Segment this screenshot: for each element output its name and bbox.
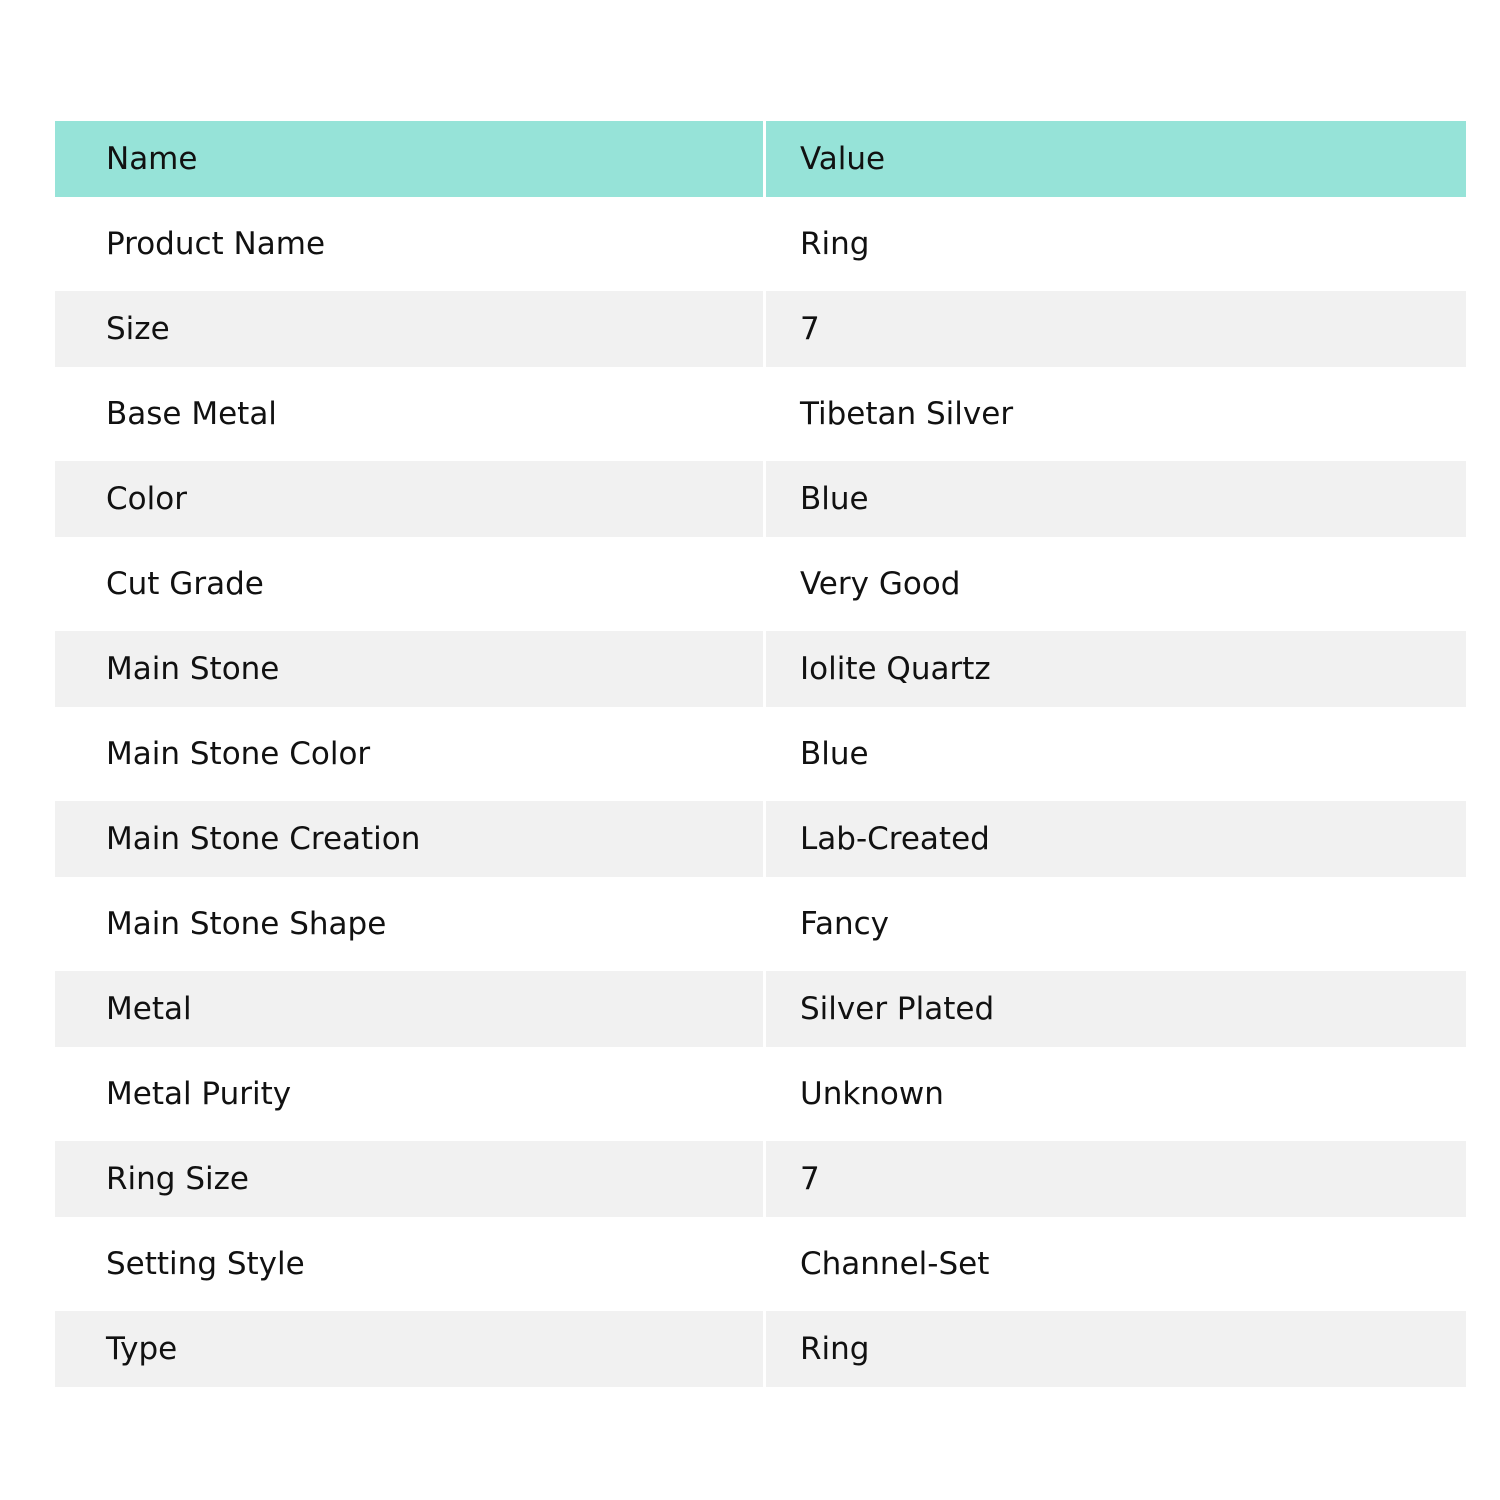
table-row [55, 707, 1466, 801]
table-row [55, 1311, 1466, 1387]
row-name-cell: Main Stone [55, 631, 766, 707]
row-name-cell: Cut Grade [55, 537, 766, 631]
row-name-cell: Main Stone Shape [55, 877, 766, 971]
row-name-cell: Base Metal [55, 367, 766, 461]
row-name-cell: Size [55, 291, 766, 367]
row-value-cell: Tibetan Silver [800, 396, 1014, 432]
table-row [55, 1047, 1466, 1141]
table-row [55, 631, 1466, 707]
row-value-cell: 7 [766, 1141, 1466, 1217]
row-name-cell: Metal Purity [55, 1047, 766, 1141]
row-value-cell: Fancy [800, 906, 890, 942]
row-value-cell: Blue [800, 736, 869, 772]
row-name-cell: Ring Size [55, 1141, 766, 1217]
row-value-cell: Blue [766, 461, 1466, 537]
row-name-cell: Main Stone Color [55, 707, 766, 801]
row-value-cell: 7 [766, 291, 1466, 367]
table-row [55, 197, 1466, 291]
row-name-cell: Color [55, 461, 766, 537]
table-row [55, 971, 1466, 1047]
row-value-cell: Silver Plated [766, 971, 1466, 1047]
table-row [55, 291, 1466, 367]
row-name-cell: Main Stone Creation [55, 801, 766, 877]
row-value-cell: Channel-Set [800, 1246, 990, 1282]
column-header-name: Name [55, 121, 766, 197]
row-name-cell: Setting Style [55, 1217, 766, 1311]
row-value-cell: Lab-Created [766, 801, 1466, 877]
table-row [55, 537, 1466, 631]
row-value-cell: Very Good [800, 566, 961, 602]
row-name-cell: Product Name [55, 197, 766, 291]
row-value-cell: Ring [800, 226, 870, 262]
product-spec-table [55, 121, 1466, 1387]
table-row [55, 801, 1466, 877]
row-name-cell: Type [55, 1311, 766, 1387]
table-row [55, 877, 1466, 971]
row-value-cell: Iolite Quartz [766, 631, 1466, 707]
row-value-cell: Unknown [800, 1076, 944, 1112]
table-header-row [55, 121, 1466, 197]
table-row [55, 1217, 1466, 1311]
row-value-cell: Ring [766, 1311, 1466, 1387]
column-header-value: Value [766, 121, 1466, 197]
table-row [55, 367, 1466, 461]
table-row [55, 1141, 1466, 1217]
table-row [55, 461, 1466, 537]
row-name-cell: Metal [55, 971, 766, 1047]
